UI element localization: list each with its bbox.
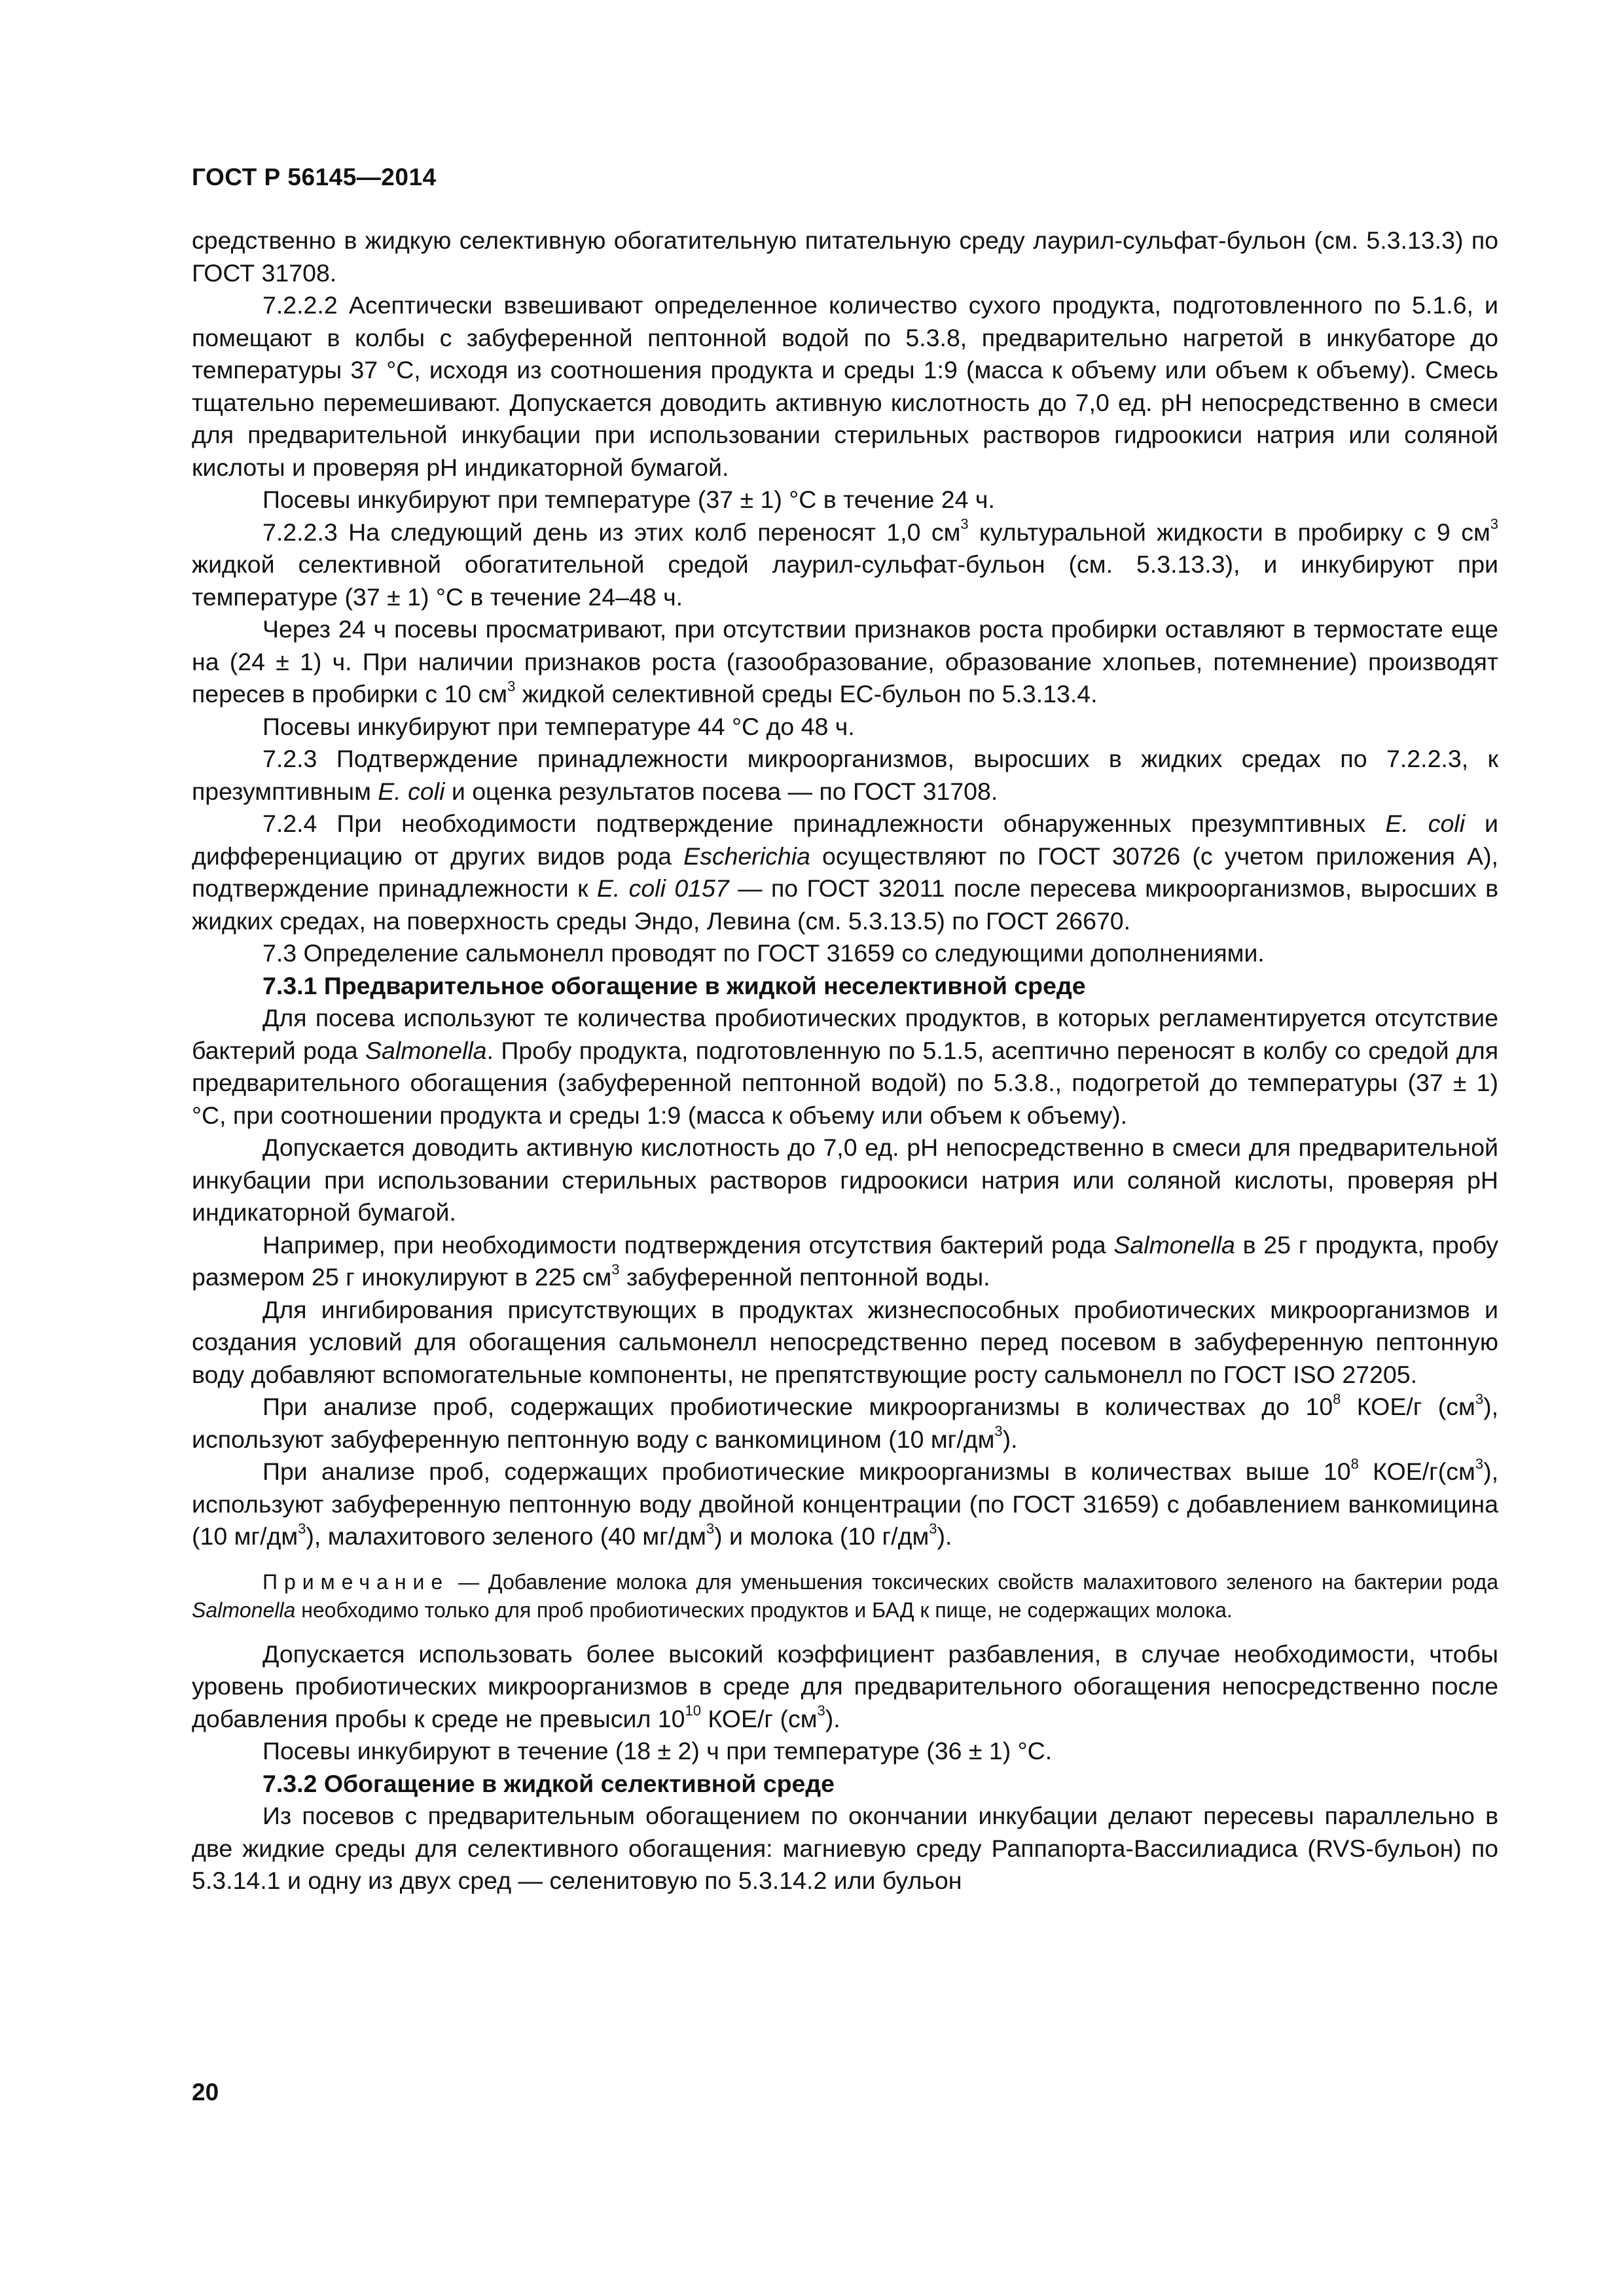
body-paragraph: Посевы инкубируют в течение (18 ± 2) ч при температуре (36 ± 1) °С. [262, 1737, 1053, 1765]
body-paragraph: 7.2.2.3 На следующий день из этих колб переносят 1,0 $см^3$ культуральной жидкости в пробирку с 9 $см^3$ жидкой селективной обогатительной средой лаурил-сульфат-бульон (см. 5.3.13.3), и инкубируют при температуре (37 ± 1) °С в течение 24–48 ч. [192, 516, 1498, 611]
body-paragraph: Для посева используют те количества пробиотических продуктов, в которых регламентируется отсутствие бактерий рода Salmonella. Пробу продукта, подготовленную по 5.1.5, асептично переносят в колбу со средой для предварительного обогащения (забуференной пептонной водой) по 5.3.8., подогретой до температуры (37 ± 1) °С, при соотношении продукта и среды 1:9 (масса к объему или объем к объему). [192, 1004, 1498, 1129]
body-paragraph: 7.2.4 При необходимости подтверждение принадлежности обнаруженных презумптивных E. coli и дифференциацию от других видов рода Escherichia осуществляют по ГОСТ 30726 (с учетом приложения А), подтверждение принадлежности к E. coli 0157 — по ГОСТ 32011 после пересева микроорганизмов, выросших в жидких средах, на поверхность среды Эндо, Левина (см. 5.3.13.5) по ГОСТ 26670. [192, 810, 1499, 935]
body-paragraph: 7.3 Определение сальмонелл проводят по ГОСТ 31659 со следующими дополнениями. [262, 939, 1265, 967]
body-paragraph: Через 24 ч посевы просматривают, при отсутствии признаков роста пробирки оставляют в термостате еще на (24 ± 1) ч. При наличии признаков роста (газообразование, образование хлопьев, потемнение) производят пересев в пробирки с 10 $см^3$ жидкой селективной среды ЕС-бульон по 5.3.13.4. [192, 615, 1498, 708]
body-paragraph: 7.2.3 Подтверждение принадлежности микроорганизмов, выросших в жидких средах по 7.2.2.3, к презумптивным E. coli и оценка результатов посева — по ГОСТ 31708. [192, 745, 1498, 805]
body-paragraph: Из посевов с предварительным обогащением по окончании инкубации делают пересевы параллельно в две жидкие среды для селективного обогащения: магниевую среду Раппапорта-Вассилиадиса (RVS-бульон) по 5.3.14.1 и одну из двух сред — селенитовую по 5.3.14.2 или бульон [192, 1802, 1498, 1894]
body-paragraph: При анализе проб, содержащих пробиотическиe микроорганизмы в количествах до $10^8$ КОЕ/г $(см^3)$, используют забуференную пептонную воду с ванкомицином (10 $мг/дм^3$). [192, 1390, 1498, 1453]
body-paragraph: Посевы инкубируют при температуре (37 ± 1) °С в течение 24 ч. [262, 486, 995, 513]
body-paragraph: При анализе проб, содержащих пробиотические микроорганизмы в количествах выше $10^8$ КОЕ/$г(см^3)$, используют забуференную пептонную воду двойной концентрации (по ГОСТ 31659) с добавлением ванкомицина (10 $мг/дм^3$), малахитового зеленого (40 $мг/дм^3$) и молока (10 $г/дм^3$). [192, 1455, 1499, 1550]
section-heading: 7.3.1 Предварительное обогащение в жидкой неселективной среде [262, 971, 1086, 999]
body-paragraph: Например, при необходимости подтверждения отсутствия бактерий рода Salmonella в 25 г продукта, пробу размером 25 г инокулируют в 225 $см^3$ забуференной пептонной воды. [192, 1230, 1498, 1291]
body-paragraph: Допускается доводить активную кислотность до 7,0 ед. pH непосредственно в смеси для предварительной инкубации при использовании стерильных растворов гидроокиси натрия или соляной кислоты, проверяя pH индикаторной бумагой. [192, 1134, 1498, 1226]
page-number: 20 [192, 2079, 219, 2106]
body-paragraph: Для ингибирования присутствующих в продуктах жизнеспособных пробиотических микроорганизмов и создания условий для обогащения сальмонелл непосредственно перед посевом в забуференную пептонную воду добавляют вспомогательные компоненты, не препятствующие росту сальмонелл по ГОСТ ISO 27205. [192, 1295, 1498, 1388]
note-paragraph: Примечание — Добавление молока для уменьшения токсических свойств малахитового зеленого на бактерии рода Salmonella необходимо только для проб пробиотических продуктов и БАД к пище, не содержащих молока. [192, 1570, 1498, 1622]
body-paragraph: 7.2.2.2 Асептически взвешивают определенное количество сухого продукта, подготовленного по 5.1.6, и помещают в колбы с забуференной пептонной водой по 5.3.8, предварительно нагретой в инкубаторе до температуры 37 °С, исходя из соотношения продукта и среды 1:9 (масса к объему или объем к объему). Смесь тщательно перемешивают. Допускается доводить активную кислотность до 7,0 ед. pH непосредственно в смеси для предварительной инкубации при использовании стерильных растворов гидроокиси натрия или соляной кислоты и проверяя pH индикаторной бумагой. [192, 291, 1498, 481]
body-paragraph: Посевы инкубируют при температуре 44 °С до 48 ч. [262, 712, 855, 740]
section-heading: 7.3.2 Обогащение в жидкой селективной среде [262, 1769, 835, 1797]
body-paragraph: Допускается использовать более высокий коэффициент разбавления, в случае необходимости, чтобы уровень пробиотических микроорганизмов в среде для предварительного обогащения непосредственно после добавления пробы к среде не превысил $10^{10}$ КОЕ/г $(см^3)$. [192, 1640, 1498, 1732]
document-body [192, 224, 1498, 1897]
body-paragraph: средственно в жидкую селективную обогатительную питательную среду лаурил-сульфат-бульон (см. 5.3.13.3) по ГОСТ 31708. [192, 226, 1498, 287]
document-header: ГОСТ Р 56145—2014 [192, 164, 437, 190]
